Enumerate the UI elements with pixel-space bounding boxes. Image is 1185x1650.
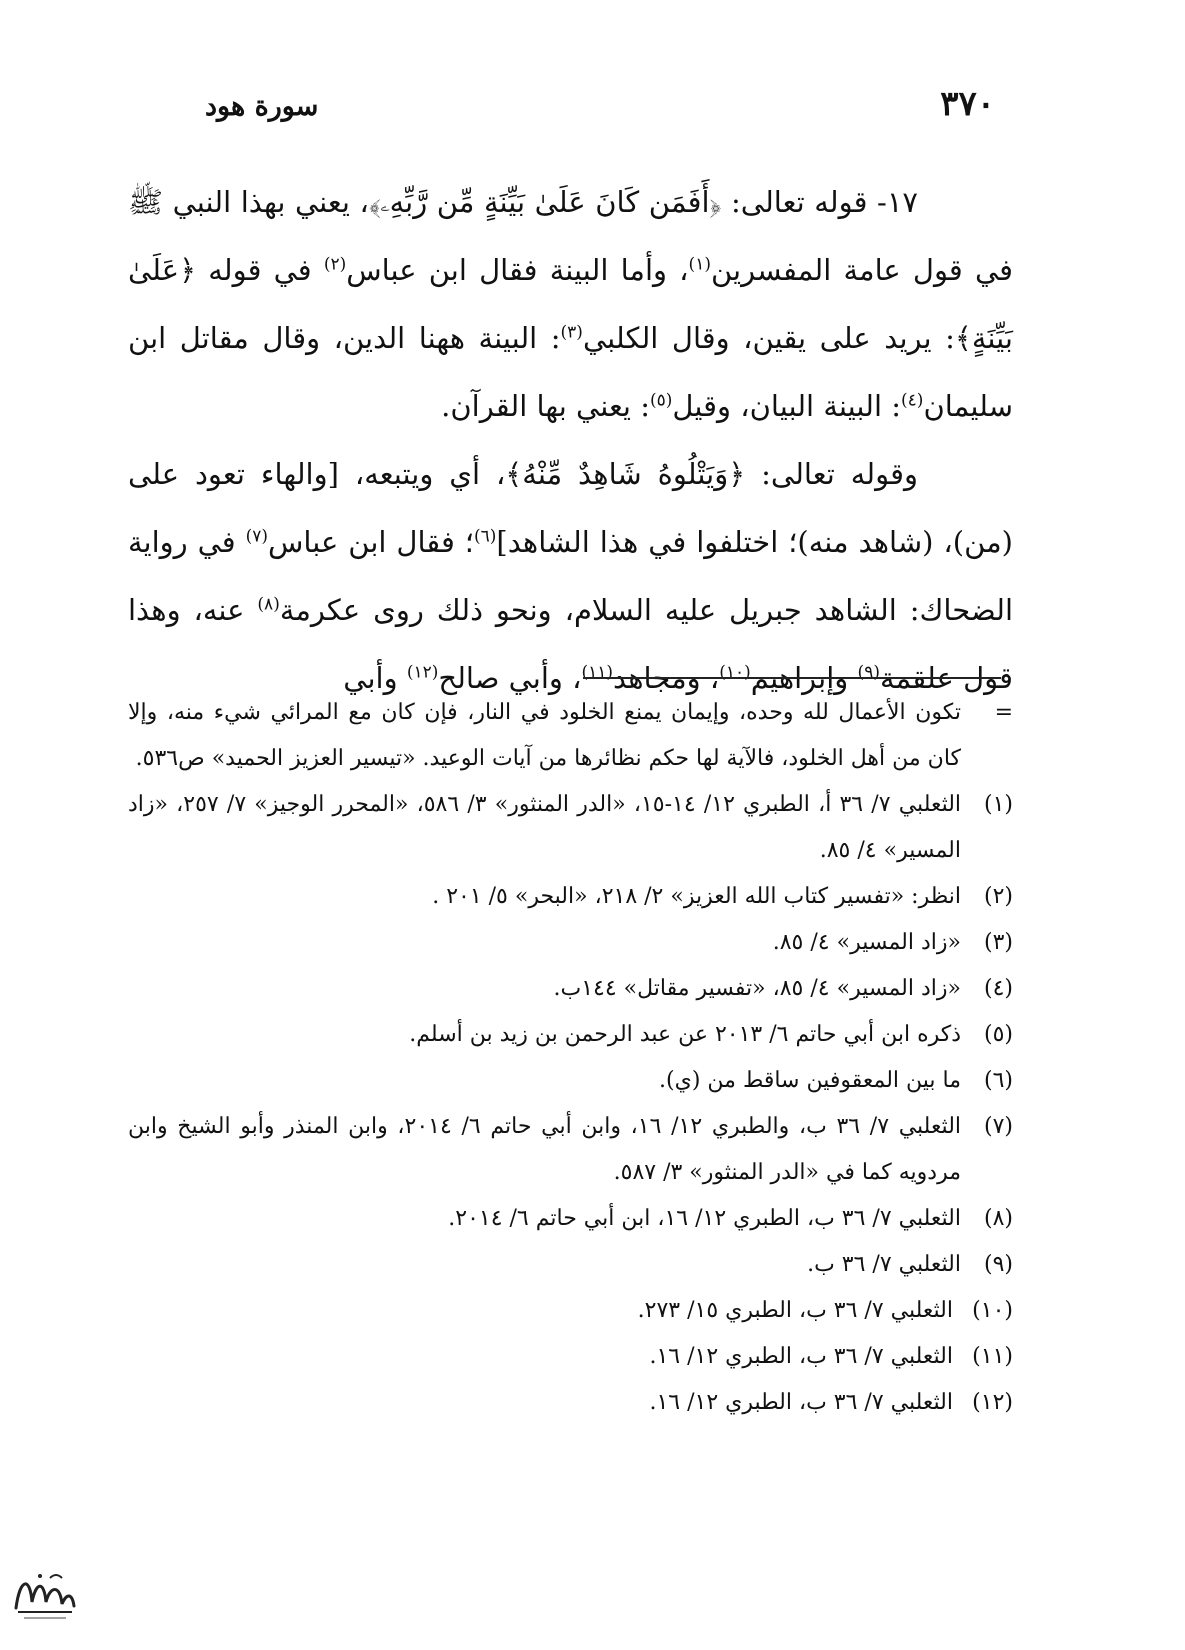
footnote-marker: (١) <box>983 792 1013 817</box>
footnote-text: الثعلبي ٧/ ٣٦ ب، الطبري ١٢/ ١٦. <box>649 1344 953 1369</box>
footnote-text: الثعلبي ٧/ ٣٦ ب، الطبري ١٥/ ٢٧٣. <box>637 1298 953 1323</box>
body-text-segment: وقوله تعالى: ﴿وَيَتْلُوهُ شَاهِدٌ مِّنْهُ﴾، أي ويتبعه، [والهاء تعود على (من)، (شاهد منه)؛ اختلفوا في هذا الشاهد] <box>128 457 1013 559</box>
body-text-segment: : البينة ههنا الدين، وقال مقاتل ابن سليمان <box>128 321 1013 423</box>
body-text-segment: في قوله ﴿عَلَىٰ بَيِّنَةٍ﴾: يريد على يقين، وقال الكلبي <box>128 253 1013 355</box>
page-number: ٣٧٠ <box>940 84 995 124</box>
footnote-reference: (٥) <box>650 390 673 411</box>
body-paragraph <box>128 168 1013 440</box>
footnote-marker: = <box>994 700 1013 725</box>
footnote-item <box>128 1242 1013 1288</box>
body-text-segment: وإبراهيم <box>750 661 858 695</box>
footnote-reference: (٩) <box>857 662 880 683</box>
footnote-marker: (٦) <box>983 1068 1013 1093</box>
footnote-divider <box>583 677 1001 679</box>
footnote-item <box>128 1380 1013 1426</box>
footnote-text: الثعلبي ٧/ ٣٦ ب. <box>807 1252 961 1277</box>
publisher-logo-icon <box>10 1568 80 1626</box>
footnote-marker: (٥) <box>983 1022 1013 1047</box>
footnote-text: ذكره ابن أبي حاتم ٦/ ٢٠١٣ عن عبد الرحمن بن زيد بن أسلم. <box>409 1022 961 1047</box>
footnote-text: تكون الأعمال لله وحده، وإيمان يمنع الخلود في النار، فإن كان مع المرائي شيء منه، وإلا كان من أهل الخلود، فالآية لها حكم نظائرها من آيات الوعيد. «تيسير العزيز الحميد» ص٥٣٦. <box>128 700 961 771</box>
footnote-marker: (١٢) <box>972 1390 1013 1415</box>
footnote-item <box>128 1196 1013 1242</box>
body-paragraph <box>128 440 1013 712</box>
body-text-segment: ، ومجاهد <box>613 661 720 695</box>
footnote-text: «زاد المسير» ٤/ ٨٥، «تفسير مقاتل» ١٤٤ب. <box>553 976 961 1001</box>
footnote-item <box>128 782 1013 874</box>
footnote-marker: (٩) <box>983 1252 1013 1277</box>
footnote-reference: (٧) <box>245 526 269 547</box>
footnote-item <box>128 1334 1013 1380</box>
footnote-reference: (١) <box>688 254 711 275</box>
footnote-reference: (٤) <box>901 390 924 411</box>
footnote-item <box>128 1058 1013 1104</box>
publisher-logo <box>10 1568 80 1626</box>
footnote-reference: (١١) <box>581 662 614 683</box>
body-text-segment: ، وأبي صالح <box>438 661 582 695</box>
footnote-text: الثعلبي ٧/ ٣٦ ب، الطبري ١٢/ ١٦. <box>649 1390 953 1415</box>
footnote-reference: (٣) <box>560 322 583 343</box>
footnote-item <box>128 1288 1013 1334</box>
footnote-reference: (٦) <box>473 526 497 547</box>
footnotes <box>128 690 1013 1426</box>
body-text-segment: ١٧- قوله تعالى: ﴿أَفَمَن كَانَ عَلَىٰ بَيِّنَةٍ مِّن رَّبِّهِۦ﴾، يعني بهذا النبي ﷺ في قول عامة المفسرين <box>128 185 1013 287</box>
footnote-item <box>128 690 1013 782</box>
footnote-marker: (١١) <box>972 1344 1013 1369</box>
page-header <box>205 84 995 124</box>
footnote-text: ما بين المعقوفين ساقط من (ي). <box>659 1068 961 1093</box>
body-text-segment: ؛ فقال ابن عباس <box>268 525 474 559</box>
footnote-marker: (٣) <box>983 930 1013 955</box>
footnote-text: الثعلبي ٧/ ٣٦ أ، الطبري ١٢/ ١٤-١٥، «الدر المنثور» ٣/ ٥٨٦، «المحرر الوجيز» ٧/ ٢٥٧، «زاد المسير» ٤/ ٨٥. <box>128 792 962 863</box>
footnote-item <box>128 874 1013 920</box>
body-text-segment: : يعني بها القرآن. <box>441 389 650 423</box>
footnote-item <box>128 1012 1013 1058</box>
footnote-text: انظر: «تفسير كتاب الله العزيز» ٢/ ٢١٨، «البحر» ٥/ ٢٠١ . <box>432 884 961 909</box>
footnote-text: «زاد المسير» ٤/ ٨٥. <box>772 930 961 955</box>
footnote-reference: (١٢) <box>406 662 439 683</box>
footnote-item <box>128 966 1013 1012</box>
body-text-segment: : البينة البيان، وقيل <box>672 389 902 423</box>
footnote-reference: (٨) <box>257 594 280 615</box>
body-text-segment: في رواية الضحاك: الشاهد جبريل عليه السلام، ونحو ذلك روى عكرمة <box>128 525 1013 627</box>
main-text <box>128 168 1013 712</box>
footnote-marker: (١٠) <box>972 1298 1013 1323</box>
footnote-text: الثعلبي ٧/ ٣٦ ب، الطبري ١٢/ ١٦، ابن أبي حاتم ٦/ ٢٠١٤. <box>448 1206 961 1231</box>
footnote-marker: (٧) <box>983 1114 1013 1139</box>
footnote-reference: (٢) <box>323 254 347 275</box>
footnote-item <box>128 1104 1013 1196</box>
footnote-reference: (١٠) <box>719 662 751 683</box>
body-text-segment: ، وأما البينة فقال ابن عباس <box>346 253 689 287</box>
body-text-segment: وأبي <box>343 661 407 695</box>
footnote-marker: (٨) <box>983 1206 1013 1231</box>
footnote-marker: (٤) <box>983 976 1013 1001</box>
surah-title: سورة هود <box>205 91 319 122</box>
footnote-item <box>128 920 1013 966</box>
footnote-text: الثعلبي ٧/ ٣٦ ب، والطبري ١٢/ ١٦، وابن أبي حاتم ٦/ ٢٠١٤، وابن المنذر وأبو الشيخ وابن مردويه كما في «الدر المنثور» ٣/ ٥٨٧. <box>128 1114 962 1185</box>
footnote-marker: (٢) <box>983 884 1013 909</box>
body-text-segment: عنه، وهذا قول علقمة <box>128 593 1013 695</box>
